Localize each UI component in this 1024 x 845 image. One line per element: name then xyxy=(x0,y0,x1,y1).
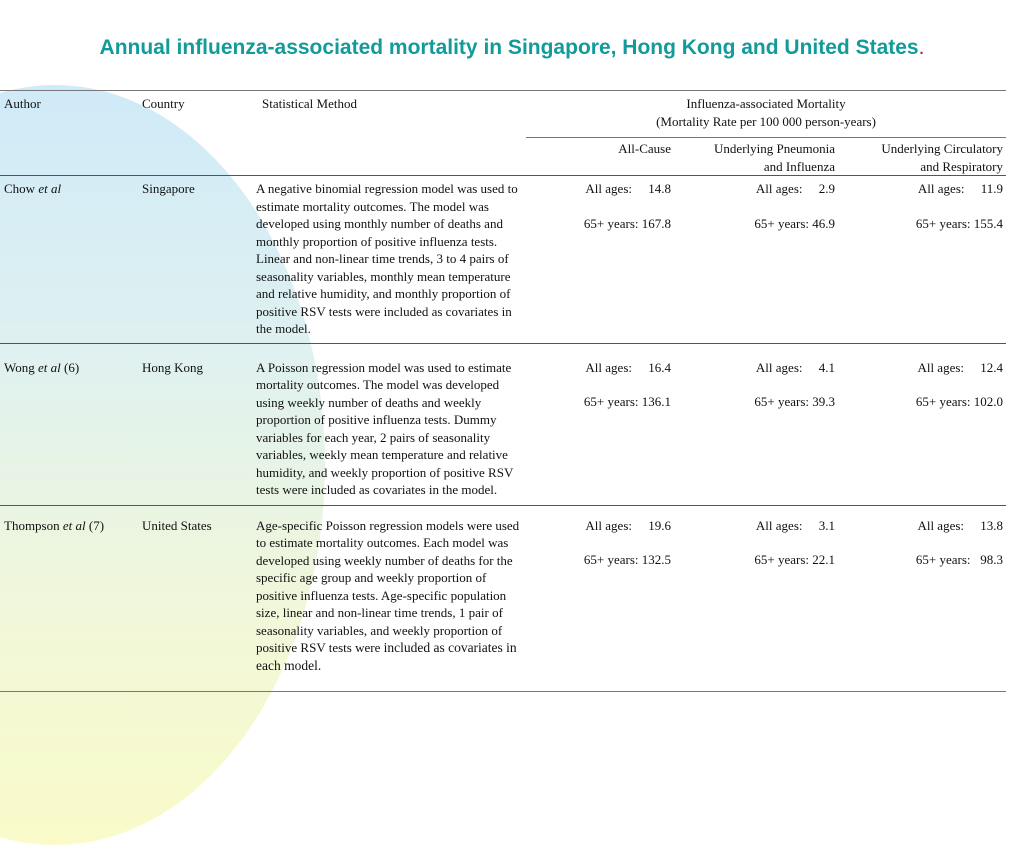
author-etal: et al xyxy=(62,517,86,533)
country-cell: Singapore xyxy=(141,176,251,344)
all-cause-65-plus: 65+ years: 136.1 xyxy=(583,394,671,409)
method-text: Age-specific Poisson regression models were used to estimate mortality outcomes. Each model was developed using weekly number of deaths for the specific age group and weekly proportion of positive influenza tests. Age-specific population size, linear and non-linear time trends, 1 pair of seasonality variables, and weekly proportion of positive RSV tests were xyxy=(256,517,520,655)
header-author: Author xyxy=(4,96,41,111)
header-pneumonia xyxy=(674,138,838,176)
country-cell: Hong Kong xyxy=(141,343,251,505)
circulatory-cell xyxy=(838,343,1006,505)
all-cause-all-ages: All ages: 16.4 xyxy=(585,359,671,375)
pneumonia-all-ages: All ages: 4.1 xyxy=(755,359,835,375)
circulatory-cell xyxy=(838,505,1006,692)
author-ref: (7) xyxy=(85,517,105,533)
circulatory-65-plus: 65+ years: 102.0 xyxy=(915,394,1004,409)
circulatory-cell xyxy=(838,176,1006,344)
all-cause-65-plus: 65+ years: 132.5 xyxy=(583,552,671,567)
header-country: Country xyxy=(142,96,185,111)
pneumonia-all-ages: All ages: 2.9 xyxy=(755,181,835,196)
method-cell: A Poisson regression model was used to estimate mortality outcomes. The model was developed using weekly number of deaths and weekly proportion of positive influenza tests. Dummy variables for each year, 2 pairs of seasonality variables, weekly mean temperature and relative humidity, and weekly proportion of positive RSV tests were included as covariates in the model. xyxy=(251,343,526,505)
all-cause-cell xyxy=(526,343,674,505)
all-cause-all-ages: All ages: 14.8 xyxy=(585,181,671,196)
all-cause-all-ages: All ages: 19.6 xyxy=(585,517,671,533)
circulatory-65-plus: 65+ years: 98.3 xyxy=(915,552,1004,567)
method-cell xyxy=(251,505,526,692)
method-cell: A negative binomial regression model was used to estimate mortality outcomes. The model was developed using monthly number of deaths and monthly proportion of positive influenza tests. Linear and non-linear time trends, 3 to 4 pairs of seasonality variables, monthly mean temperature and relative humidity, and monthly proportion of positive RSV tests were included as covariates in the model. xyxy=(251,176,526,344)
author-etal: et al xyxy=(37,359,61,375)
circulatory-all-ages: All ages: 12.4 xyxy=(917,359,1004,375)
header-mortality-line2: (Mortality Rate per 100 000 person-years) xyxy=(656,113,876,129)
country-cell: United States xyxy=(141,505,251,692)
mortality-table xyxy=(0,90,1006,692)
method-text-last: included as covariates in each model. xyxy=(256,640,517,673)
header-pneumonia-line2: and Influenza xyxy=(763,158,835,174)
page-title xyxy=(0,36,1024,60)
author-ref: (6) xyxy=(60,359,80,375)
pneumonia-cell xyxy=(674,176,838,344)
author-cell xyxy=(0,176,141,344)
header-all-cause: All-Cause xyxy=(526,138,674,176)
table-row xyxy=(0,176,1006,344)
circulatory-all-ages: All ages: 13.8 xyxy=(917,517,1004,533)
header-circulatory-line1: Underlying Circulatory xyxy=(881,141,1004,156)
mortality-table-container xyxy=(0,90,1006,692)
all-cause-cell xyxy=(526,505,674,692)
page-title-period: . xyxy=(918,36,925,59)
table-row xyxy=(0,505,1006,692)
table-row xyxy=(0,343,1006,505)
all-cause-cell xyxy=(526,176,674,344)
author-name: Thompson xyxy=(4,517,63,533)
author-name: Wong xyxy=(4,359,38,375)
pneumonia-65-plus: 65+ years: 39.3 xyxy=(754,394,835,409)
author-etal: et al xyxy=(38,181,62,196)
header-circulatory-line2: and Respiratory xyxy=(920,158,1004,174)
header-mortality-line1: Influenza-associated Mortality xyxy=(686,96,846,111)
pneumonia-cell xyxy=(674,505,838,692)
header-mortality-group xyxy=(526,91,1006,138)
author-cell xyxy=(0,505,141,692)
author-cell xyxy=(0,343,141,505)
pneumonia-all-ages: All ages: 3.1 xyxy=(755,517,835,533)
circulatory-65-plus: 65+ years: 155.4 xyxy=(915,215,1004,231)
header-statistical-method: Statistical Method xyxy=(262,96,357,111)
circulatory-all-ages: All ages: 11.9 xyxy=(917,181,1004,196)
author-name: Chow xyxy=(4,181,39,196)
pneumonia-65-plus: 65+ years: 46.9 xyxy=(754,215,835,231)
header-circulatory xyxy=(838,138,1006,176)
header-row-1 xyxy=(0,91,1006,138)
page-title-text: Annual influenza-associated mortality in Singapore, Hong Kong and United States xyxy=(99,36,919,59)
pneumonia-cell xyxy=(674,343,838,505)
all-cause-65-plus: 65+ years: 167.8 xyxy=(583,215,671,231)
pneumonia-65-plus: 65+ years: 22.1 xyxy=(754,552,835,567)
header-pneumonia-line1: Underlying Pneumonia xyxy=(714,141,835,156)
